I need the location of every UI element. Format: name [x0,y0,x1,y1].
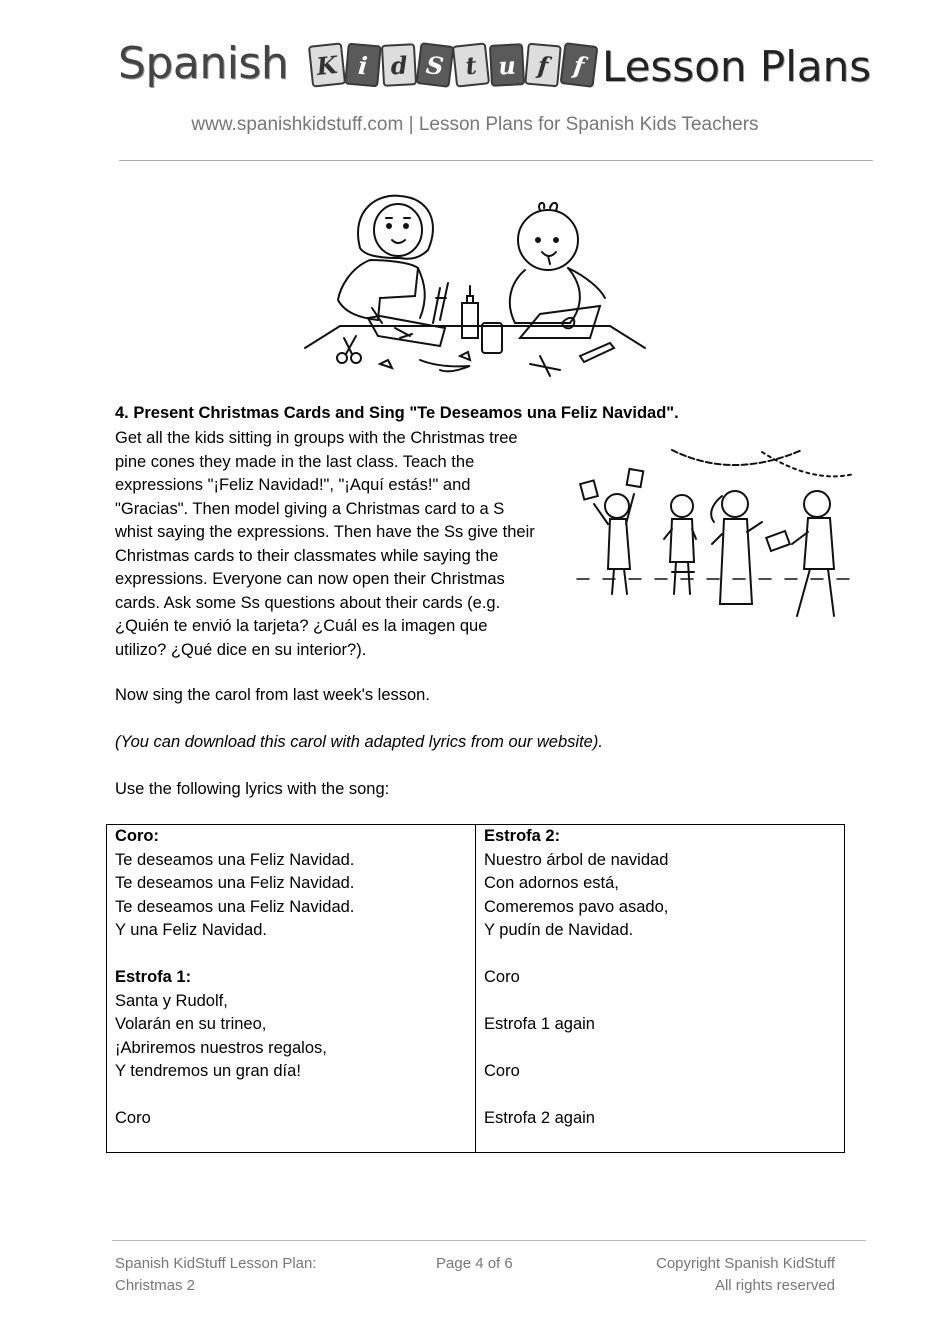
lyric-line: Y pudín de Navidad. [484,921,634,939]
paragraph-line: Get all the kids sitting in groups with the Christmas tree [115,429,518,447]
lyrics-right-column [476,825,845,1153]
header-divider [119,160,873,161]
lyric-line: Nuestro árbol de navidad [484,850,669,869]
paragraph-line: expressions. Everyone can now open their Christmas [115,570,505,588]
lyric-line: ¡Abriremos nuestros regalos, [115,1038,327,1057]
sequence-item: Estrofa 2 again [484,1109,595,1127]
footer-right [656,1253,835,1297]
section-paragraph [115,427,560,662]
lyric-line: Comeremos pavo asado, [484,897,669,916]
estrofa1-title: Estrofa 1: [115,968,192,986]
logo-tile: d [381,43,417,87]
lyric-line: Te deseamos una Feliz Navidad. [115,850,355,869]
sequence-item: Coro [484,1062,520,1080]
lyric-line: Coro [115,1109,151,1127]
paragraph-line: "Gracias". Then model giving a Christmas card to a S [115,499,505,518]
sing-instruction: Now sing the carol from last week's lesson. [115,686,430,704]
sequence-item: Coro [484,968,520,986]
lyric-line: Y una Feliz Navidad. [115,921,267,939]
lyric-line: Te deseamos una Feliz Navidad. [115,897,355,916]
paragraph-line: pine cones they made in the last class. Teach the [115,452,475,471]
footer-rights: All rights reserved [714,1277,835,1294]
logo-tile: f [560,42,599,88]
paragraph-line: utilizo? ¿Qué dice en su interior?). [115,640,367,659]
logo-tile: t [452,42,490,87]
footer-lesson-plan: Spanish KidStuff Lesson Plan: [115,1255,317,1272]
paragraph-line: ¿Quién te envió la tarjeta? ¿Cuál es la imagen que [115,617,488,635]
logo-lesson-plans-text: Lesson Plans [602,42,872,91]
lyrics-table [106,824,845,1153]
paragraph-line: expressions "¡Feliz Navidad!", "¡Aquí estás!" and [115,476,471,494]
kids-making-cards-illustration [300,188,650,380]
footer-left [115,1253,317,1297]
paragraph-line: whist saying the expressions. Then have the Ss give their [115,523,535,541]
sequence-item: Estrofa 1 again [484,1015,595,1033]
header-subtitle: www.spanishkidstuff.com | Lesson Plans for Spanish Kids Teachers [191,114,759,135]
logo-tile: S [416,42,455,88]
coro-title: Coro: [115,827,159,845]
footer-copyright: Copyright Spanish KidStuff [656,1255,835,1272]
footer-divider [112,1240,866,1241]
logo-kidstuff-tiles [310,44,596,86]
download-note: (You can download this carol with adapted lyrics from our website). [115,733,603,751]
lyrics-left-column [107,825,476,1153]
footer-lesson-name: Christmas 2 [115,1277,196,1294]
section-heading: 4. Present Christmas Cards and Sing "Te Deseamos una Feliz Navidad". [115,404,679,422]
estrofa2-title: Estrofa 2: [484,827,561,845]
logo-tile: u [489,43,525,87]
paragraph-line: cards. Ask some Ss questions about their cards (e.g. [115,593,501,612]
footer-page-number: Page 4 of 6 [436,1255,513,1272]
logo-tile: f [524,43,562,88]
logo-tile: i [344,43,382,88]
logo-spanish-text: Spanish [118,38,289,89]
lyric-line: Con adornos está, [484,874,619,892]
lyric-line: Volarán en su trineo, [115,1015,267,1033]
lyric-line: Santa y Rudolf, [115,991,228,1010]
lyric-line: Te deseamos una Feliz Navidad. [115,874,355,892]
lyrics-intro: Use the following lyrics with the song: [115,780,390,798]
lyric-line: Y tendremos un gran día! [115,1062,301,1080]
paragraph-line: Christmas cards to their classmates while saying the [115,546,499,565]
kids-exchanging-cards-illustration [572,444,857,629]
logo-tile: K [308,42,346,87]
